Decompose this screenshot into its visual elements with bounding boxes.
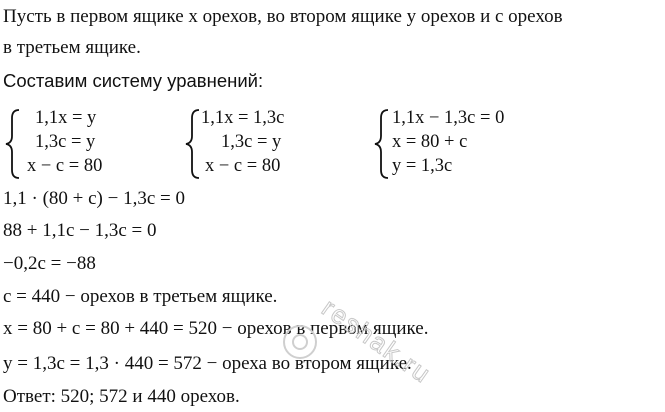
equation-system-1 (3, 108, 153, 180)
step-4: c = 440 − орехов в третьем ящике. (3, 286, 278, 307)
system-2-row-2: 1,3c = y (221, 132, 282, 152)
system-2-row-1: 1,1x = 1,3c (201, 108, 285, 128)
system-2-row-3: x − c = 80 (205, 156, 281, 176)
step-3: −0,2c = −88 (3, 253, 96, 274)
system-1-row-1: 1,1x = y (35, 108, 97, 128)
equation-system-2 (183, 108, 343, 180)
watermark-text: reshak.ru (316, 292, 438, 390)
intro-line-2: в третьем ящике. (3, 37, 141, 58)
system-1-row-2: 1,3c = y (35, 132, 96, 152)
brace-icon (372, 108, 392, 180)
system-heading: Составим систему уравнений: (3, 70, 264, 91)
intro-line-1: Пусть в первом ящике x орехов, во втором ящике y орехов и c орехов (3, 6, 563, 27)
system-3-row-2: x = 80 + c (392, 132, 468, 152)
step-6: y = 1,3c = 1,3 · 440 = 572 − ореха во втором ящике. (3, 353, 412, 374)
system-3-row-1: 1,1x − 1,3c = 0 (392, 108, 505, 128)
answer-line: Ответ: 520; 572 и 440 орехов. (3, 386, 240, 407)
equation-system-3 (372, 108, 572, 180)
step-1: 1,1 · (80 + c) − 1,3c = 0 (3, 188, 185, 209)
system-3-row-3: y = 1,3c (392, 156, 453, 176)
brace-icon (3, 108, 23, 180)
step-5: x = 80 + c = 80 + 440 = 520 − орехов в первом ящике. (3, 318, 429, 339)
step-2: 88 + 1,1c − 1,3c = 0 (3, 220, 157, 241)
brace-icon (183, 108, 203, 180)
system-1-row-3: x − c = 80 (27, 156, 103, 176)
